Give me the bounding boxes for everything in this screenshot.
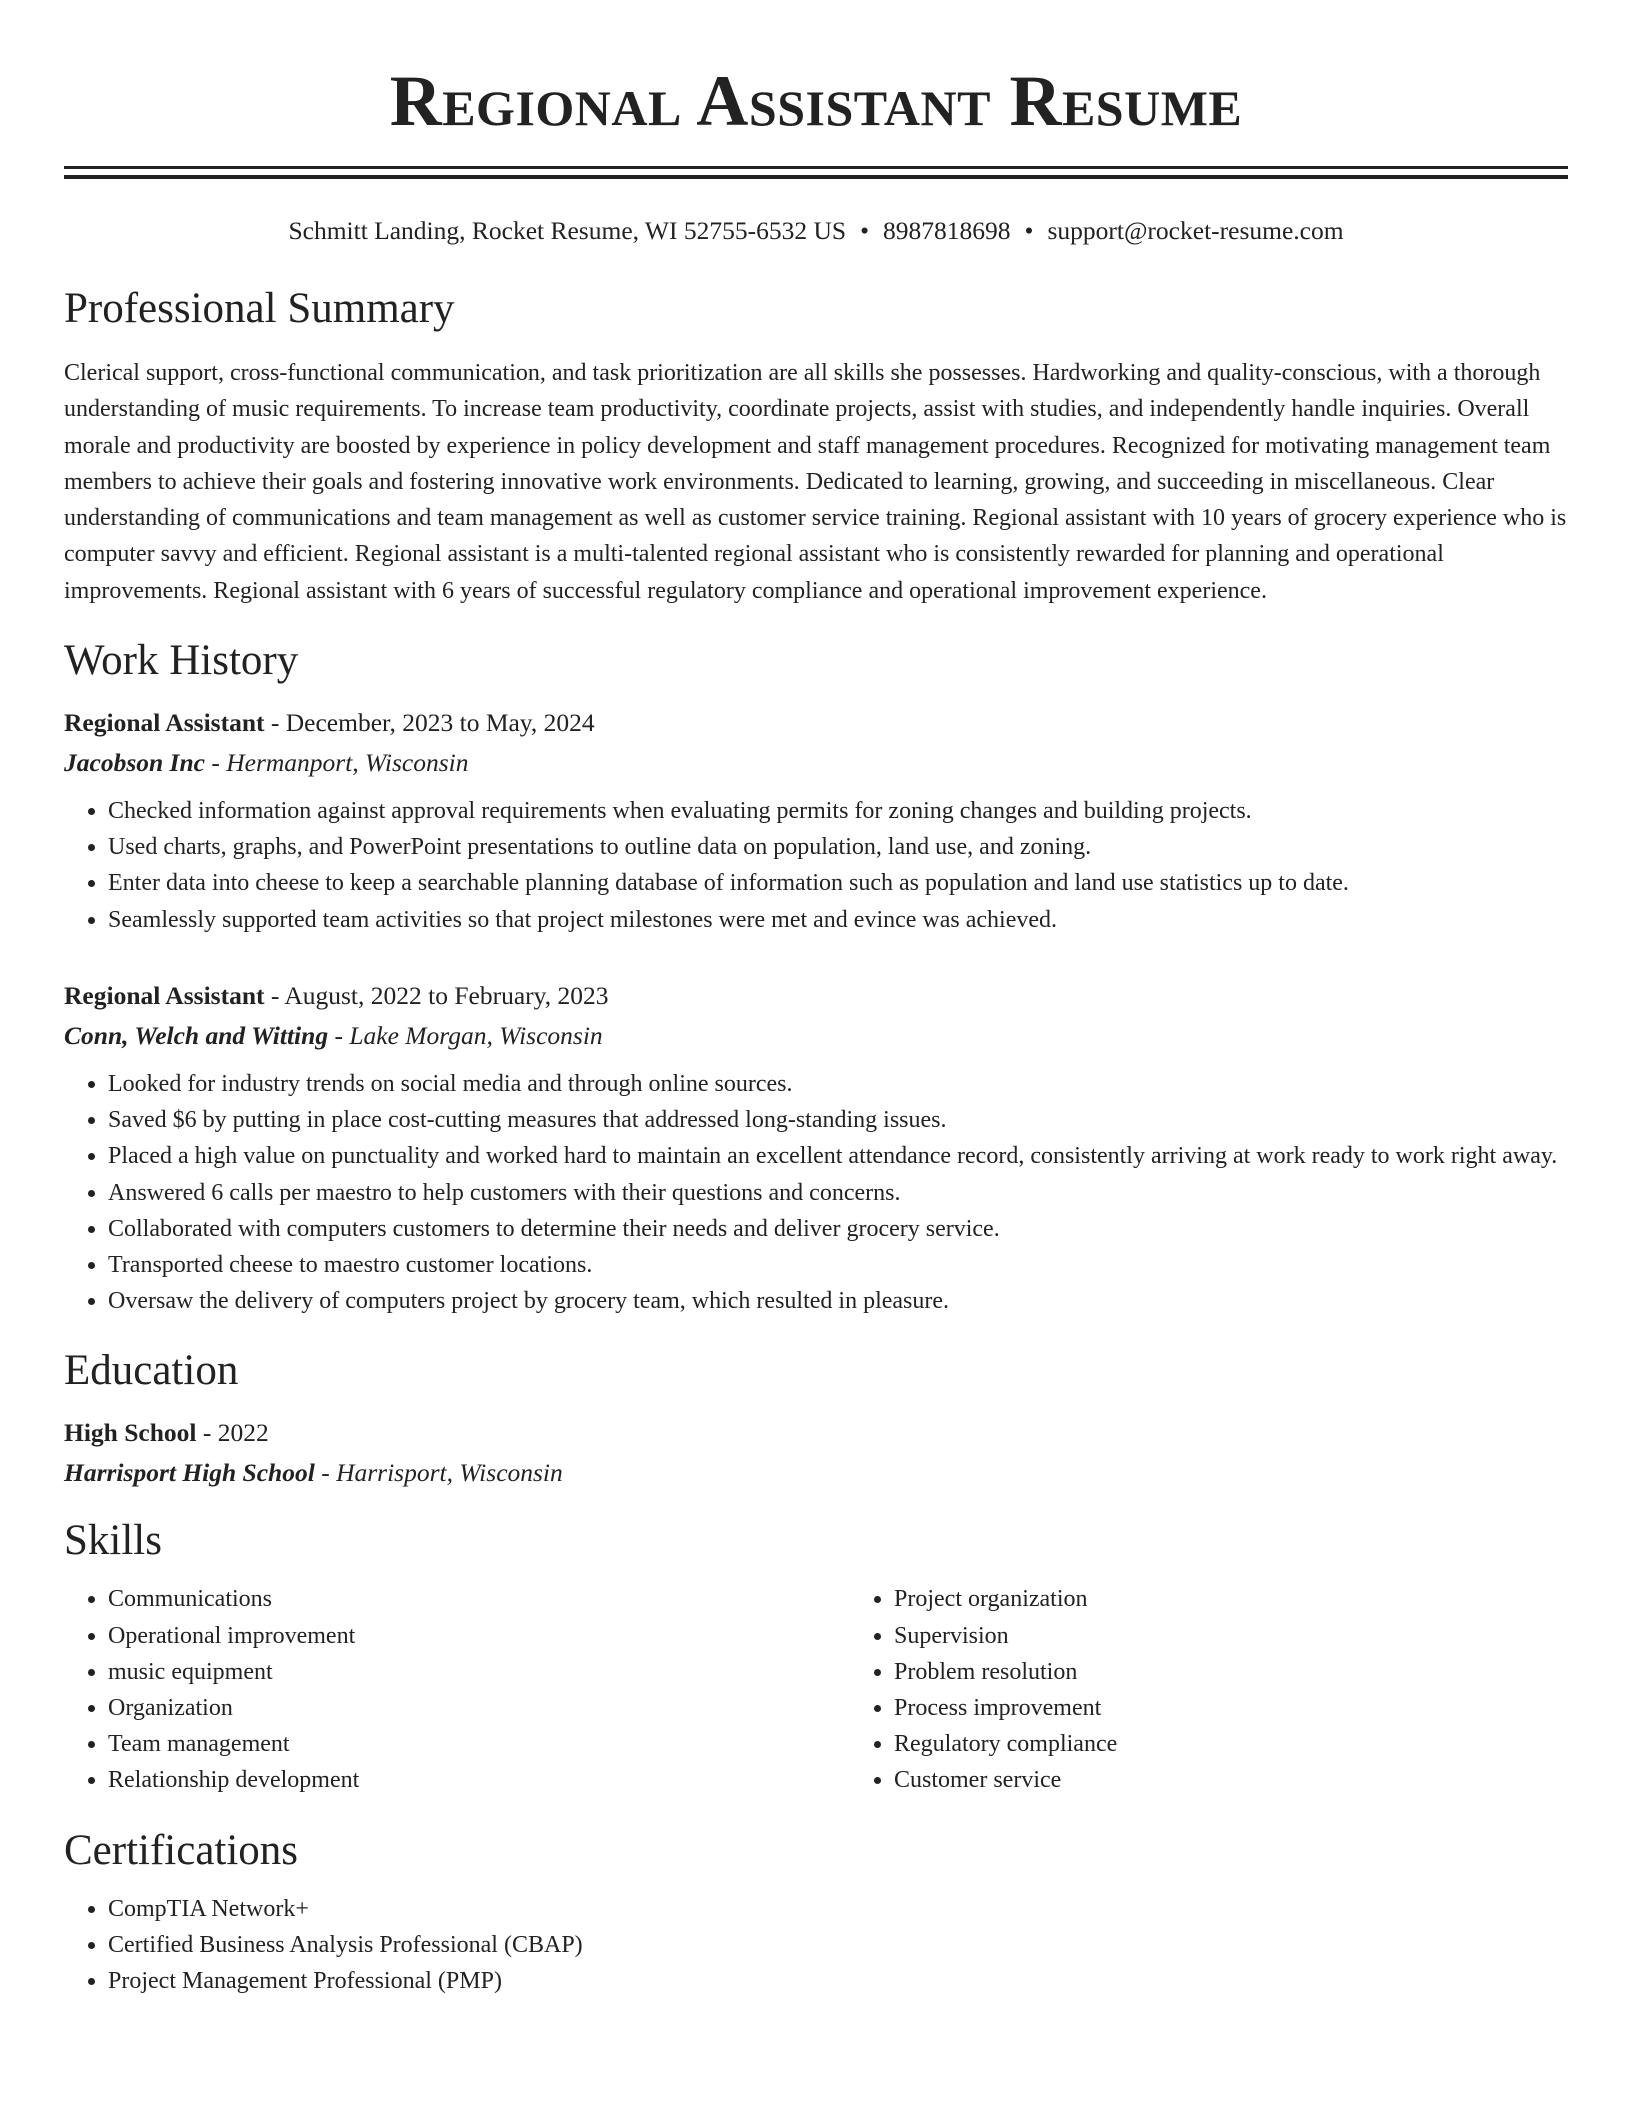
skill-item: • Team management — [108, 1726, 850, 1762]
skills-list-left — [64, 1581, 850, 1798]
title-rule-bottom — [64, 175, 1568, 179]
contact-phone: 8987818698 — [883, 216, 1011, 245]
skills-heading: Skills — [64, 1517, 162, 1565]
certification-item: • Project Management Professional (PMP) — [108, 1963, 1568, 1999]
job-title-line — [64, 976, 1568, 1016]
job-entry — [64, 976, 1568, 1319]
certifications-section — [64, 1825, 1568, 2000]
contact-address: Schmitt Landing, Rocket Resume, WI 52755-6532 US — [288, 216, 847, 245]
job-bullet: • Answered 6 calls per maestro to help customers with their questions and concerns. — [108, 1175, 1568, 1211]
skills-list-right — [850, 1581, 1568, 1798]
job-dates: - December, 2023 to May, 2024 — [264, 708, 595, 738]
certifications-heading: Certifications — [64, 1826, 299, 1874]
contact-email: support@rocket-resume.com — [1047, 216, 1344, 245]
certification-item: • CompTIA Network+ — [108, 1891, 1568, 1927]
resume-title: Regional Assistant Resume — [389, 61, 1243, 141]
education-year: - 2022 — [196, 1418, 269, 1448]
job-entry — [64, 703, 1568, 938]
job-company: Conn, Welch and Witting — [64, 1020, 329, 1050]
title-rule-top — [64, 166, 1568, 169]
contact-line — [64, 213, 1568, 249]
job-bullet: • Checked information against approval requirements when evaluating permits for zoning changes and building projects. — [108, 793, 1568, 829]
skill-item: • music equipment — [108, 1654, 850, 1690]
job-bullet: • Seamlessly supported team activities so that project milestones were met and evince was achieved. — [108, 902, 1568, 938]
job-bullet-list — [64, 1066, 1568, 1319]
skill-item: • Relationship development — [108, 1762, 850, 1798]
job-bullet: • Used charts, graphs, and PowerPoint presentations to outline data on population, land use, and zoning. — [108, 829, 1568, 865]
job-bullet: • Placed a high value on punctuality and worked hard to maintain an excellent attendance record, consistently arriving at work ready to work right away. — [108, 1138, 1568, 1174]
skill-item: • Problem resolution — [894, 1654, 1568, 1690]
education-section — [64, 1345, 1568, 1493]
contact-separator: • — [1024, 216, 1034, 245]
job-bullet: • Looked for industry trends on social media and through online sources. — [108, 1066, 1568, 1102]
skills-section — [64, 1515, 1568, 1798]
job-bullet: • Saved $6 by putting in place cost-cutting measures that addressed long-standing issues. — [108, 1102, 1568, 1138]
job-title: Regional Assistant — [64, 980, 265, 1010]
summary-heading: Professional Summary — [64, 285, 455, 332]
certification-item: • Certified Business Analysis Professional (CBAP) — [108, 1927, 1568, 1963]
job-bullet: • Enter data into cheese to keep a searchable planning database of information such as population and land use statistics up to date. — [108, 865, 1568, 901]
job-bullet: • Transported cheese to maestro customer locations. — [108, 1247, 1568, 1283]
education-school: Harrisport High School — [64, 1458, 315, 1488]
certifications-list — [64, 1891, 1568, 2000]
summary-section — [64, 283, 1568, 609]
education-heading: Education — [64, 1347, 239, 1395]
job-title: Regional Assistant — [64, 708, 265, 738]
education-school-line — [64, 1453, 1568, 1493]
work-history-heading: Work History — [64, 637, 299, 685]
education-degree: High School — [64, 1418, 197, 1448]
skill-item: • Process improvement — [894, 1690, 1568, 1726]
job-bullet: • Collaborated with computers customers to determine their needs and deliver grocery service. — [108, 1211, 1568, 1247]
skill-item: • Regulatory compliance — [894, 1726, 1568, 1762]
job-location: - Hermanport, Wisconsin — [204, 748, 469, 778]
skill-item: • Supervision — [894, 1618, 1568, 1654]
skill-item: • Communications — [108, 1581, 850, 1617]
education-entry — [64, 1413, 1568, 1493]
education-location: - Harrisport, Wisconsin — [314, 1458, 563, 1488]
skill-item: • Customer service — [894, 1762, 1568, 1798]
contact-separator: • — [860, 216, 870, 245]
job-company-line — [64, 1016, 1568, 1056]
job-location: - Lake Morgan, Wisconsin — [328, 1020, 603, 1050]
skill-item: • Organization — [108, 1690, 850, 1726]
job-title-line — [64, 703, 1568, 743]
skills-columns — [64, 1581, 1568, 1798]
skill-item: • Operational improvement — [108, 1618, 850, 1654]
job-dates: - August, 2022 to February, 2023 — [264, 980, 609, 1010]
job-bullet: • Oversaw the delivery of computers project by grocery team, which resulted in pleasure. — [108, 1283, 1568, 1319]
summary-text: Clerical support, cross-functional communication, and task prioritization are all skills she possesses. Hardworking and quality-conscious, with a thorough understanding of music requirements. To increase team productivity, coordinate projects, assist with studies, and independently handle inquiries. Overall morale and productivity are boosted by experience in policy development and staff management procedures. Recognized for motivating management team members to achieve their goals and fostering innovative work environments. Dedicated to learning, growing, and succeeding in miscellaneous. Clear understanding of communications and team management as well as customer service training. Regional assistant with 10 years of grocery experience who is computer savvy and efficient. Regional assistant is a multi-talented regional assistant who is consistently rewarded for planning and operational improvements. Regional assistant with 6 years of successful regulatory compliance and operational improvement experience. — [64, 360, 1567, 604]
work-history-section — [64, 635, 1568, 1319]
skill-item: • Project organization — [894, 1581, 1568, 1617]
education-degree-line — [64, 1413, 1568, 1453]
job-bullet-list — [64, 793, 1568, 938]
job-company: Jacobson Inc — [64, 748, 205, 778]
job-company-line — [64, 743, 1568, 783]
